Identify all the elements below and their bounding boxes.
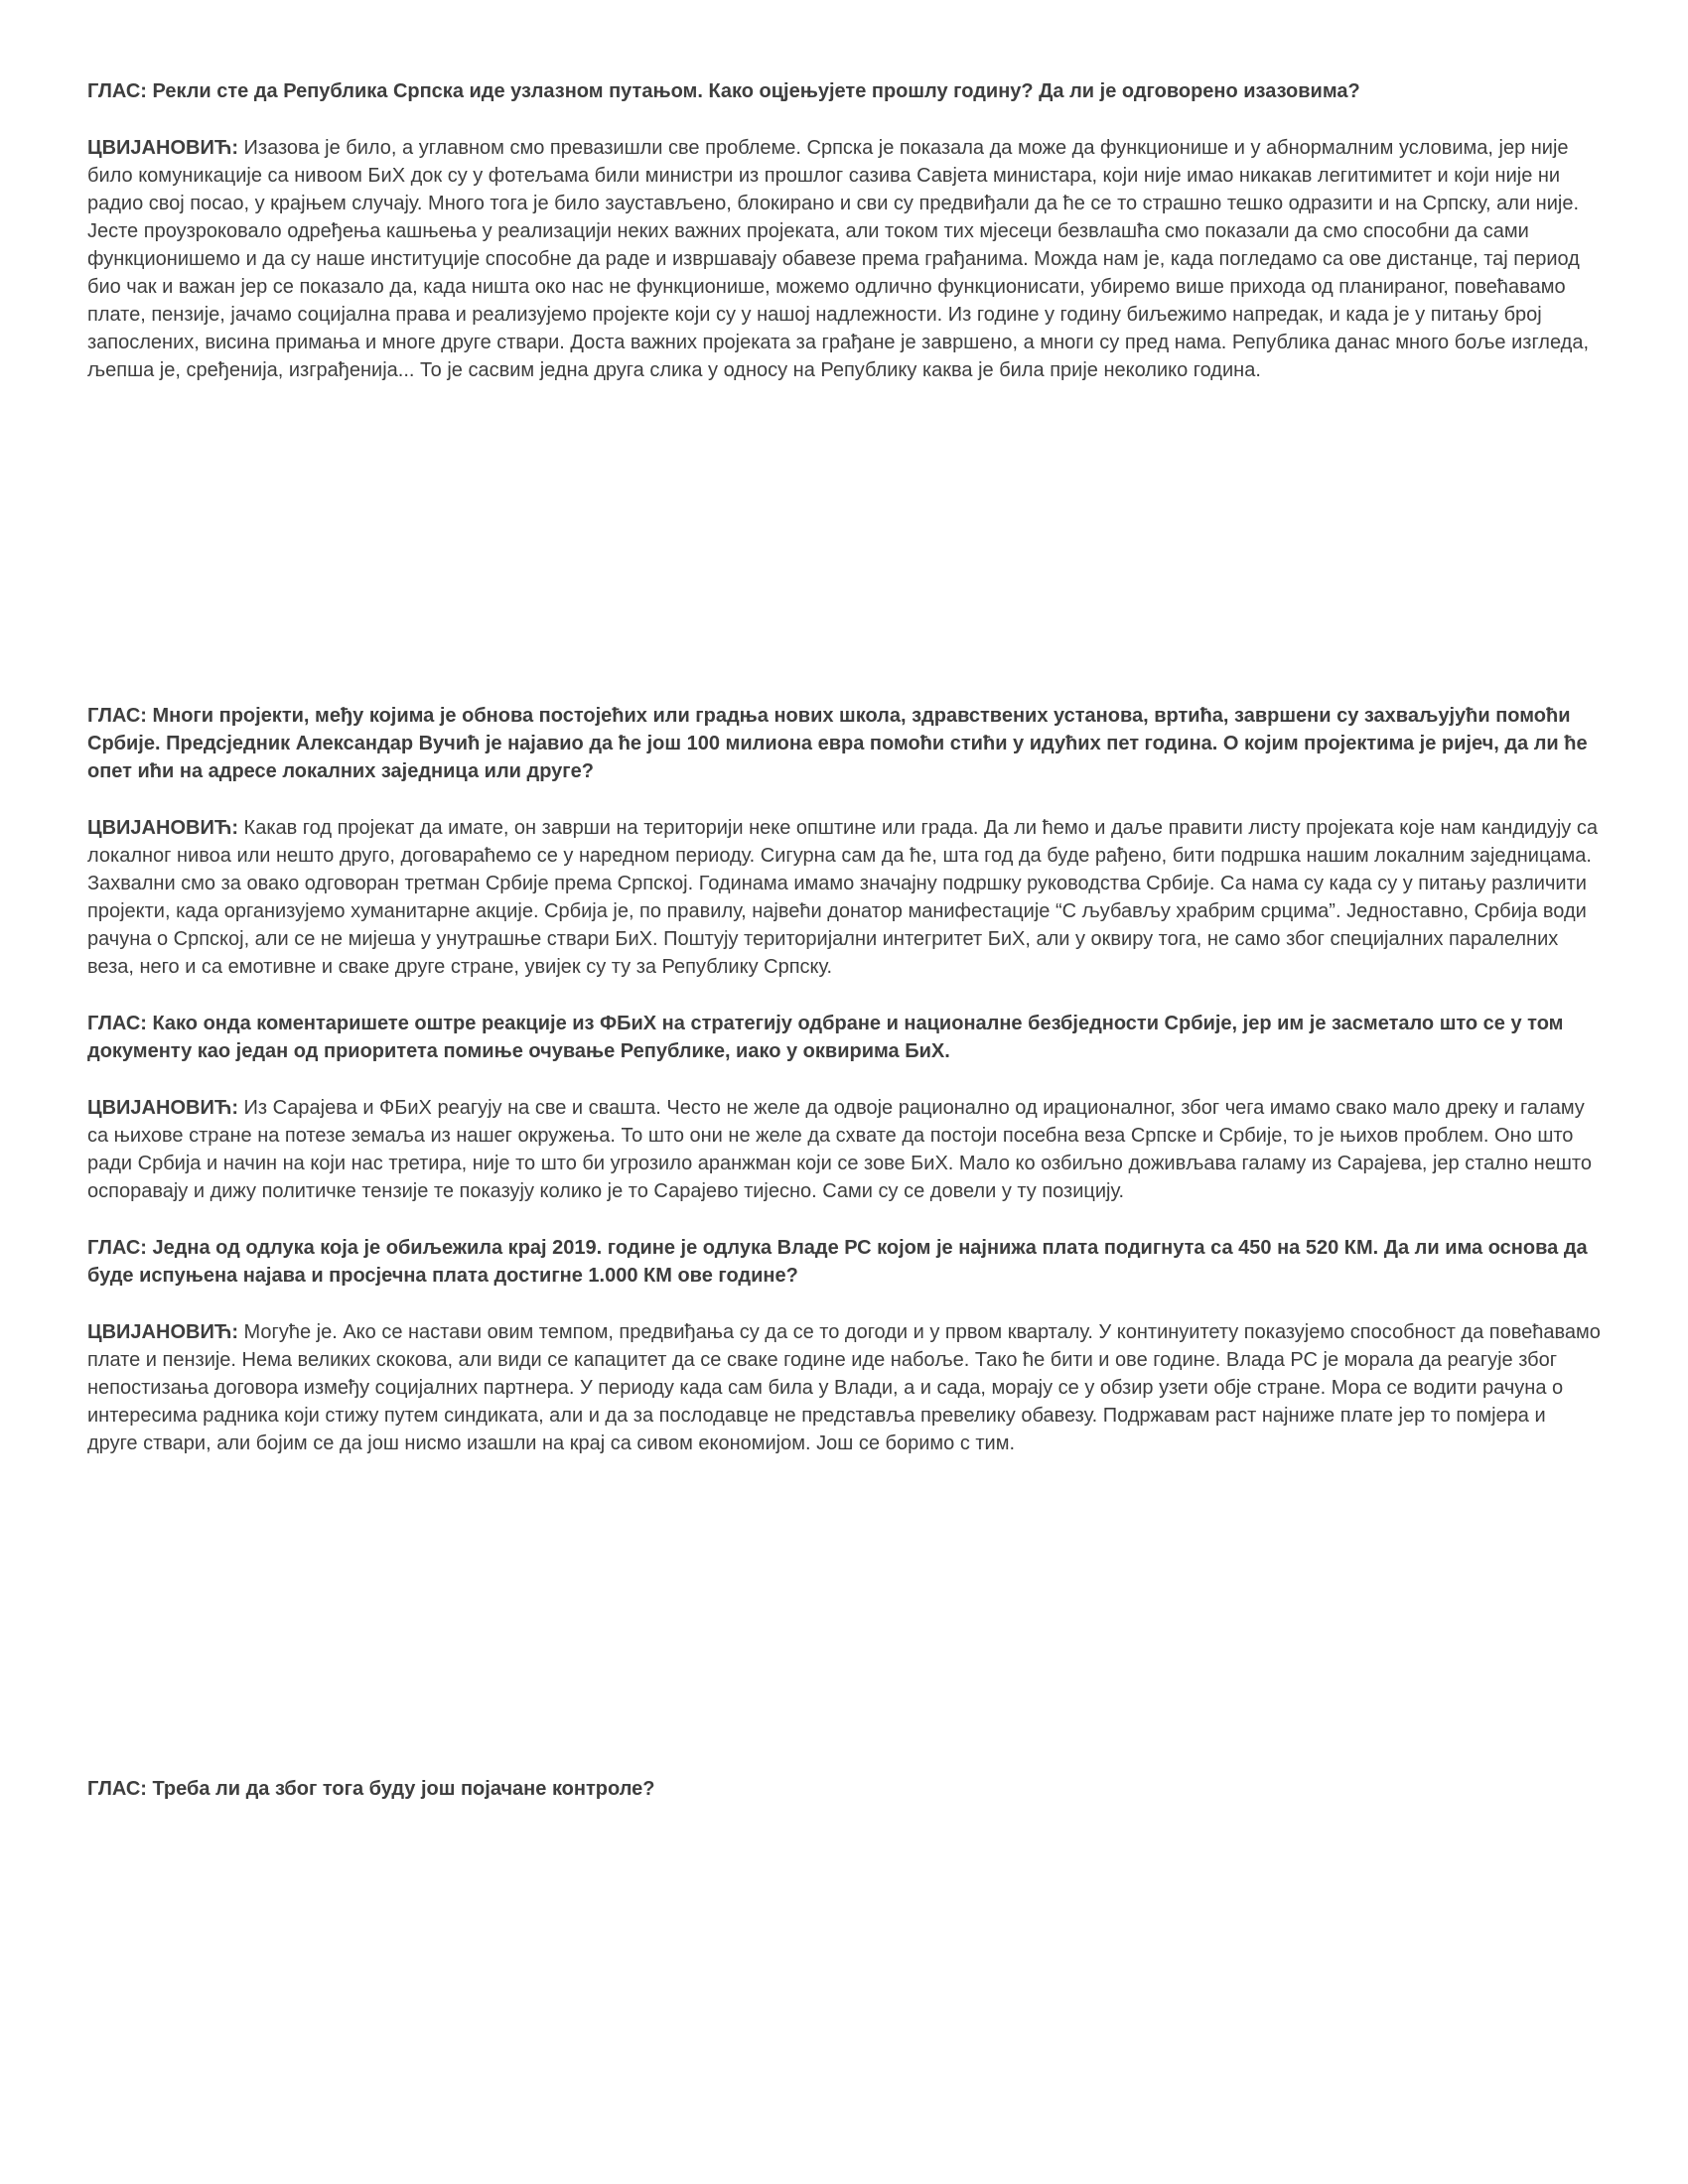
speaker-label: ГЛАС: — [87, 705, 147, 727]
speaker-label: ЦВИЈАНОВИЋ: — [87, 137, 238, 159]
block-text: Из Сарајева и ФБиХ реагују на све и свашта. Често не желе да одвоје рационално од ирационалног, због чега имамо свако мало дреку и галаму са њихове стране на потезе земаља из нашег окружења. То што они не желе да схвате да постоји посебна веза Српске и Србије, то је њихов проблем. Оно што ради Србија и начин на који нас третира, није то што би угрозило аранжман који се зове БиХ. Мало ко озбиљно доживљава галаму из Сарајева, јер стално нешто оспоравају и дижу политичке тензије те показују колико је то Сарајево тијесно. Сами су се довели у ту позицију. — [87, 1097, 1592, 1202]
interview-question — [87, 702, 1601, 785]
interview-answer — [87, 814, 1601, 981]
block-text: Треба ли да због тога буду још појачане контроле? — [146, 1778, 655, 1800]
interview-question — [87, 1010, 1601, 1065]
interview-answer — [87, 1094, 1601, 1205]
block-text: Какав год пројекат да имате, он заврши на територији неке општине или града. Да ли ћемо и даље правити листу пројеката које нам кандидују са локалног нивоа или нешто друго, договараћемо се у наредном периоду. Сигурна сам да ће, шта год да буде рађено, бити подршка нашим локалним заједницама. Захвални смо за овако одговоран третман Србије према Српској. Годинама имамо значајну подршку руководства Србије. Са нама су када су у питању различити пројекти, када организујемо хуманитарне акције. Србија је, по правилу, највећи донатор манифестације “С љубављу храбрим срцима”. Једноставно, Србија води рачуна о Српској, али се не мијеша у унутрашње ствари БиХ. Поштују територијални интегритет БиХ, али у оквиру тога, не само због специјалних паралелних веза, него и са емотивне и сваке друге стране, увијек су ту за Републику Српску. — [87, 817, 1598, 978]
interview-question — [87, 1775, 1601, 1803]
interview-question — [87, 1234, 1601, 1290]
block-text: Рекли сте да Република Српска иде узлазном путањом. Како оцјењујете прошлу годину? Да ли је одговорено изазовима? — [146, 80, 1360, 102]
interview-answer — [87, 134, 1601, 384]
block-text: Како онда коментаришете оштре реакције из ФБиХ на стратегију одбране и националне безбједности Србије, јер им је засметало што се у том документу као један од приоритета помиње очување Републике, иако у оквирима БиХ. — [87, 1013, 1564, 1062]
speaker-label: ГЛАС: — [87, 1237, 147, 1259]
block-text: Изазова је било, а углавном смо превазишли све проблеме. Српска је показала да може да функционише и у абнормалним условима, јер није било комуникације са нивоом БиХ док су у фотељама били министри из прошлог сазива Савјета министара, који није имао никакав легитимитет и који није ни радио свој посао, у крајњем случају. Много тога је било заустављено, блокирано и сви су предвиђали да ће се то страшно тешко одразити и на Српску, али није. Јесте проузроковало одређења кашњења у реализацији неких важних пројеката, али током тих мјесеци безвлашћа смо показали да смо способни да сами функционишемо и да су наше институције способне да раде и извршавају обавезе према грађанима. Можда нам је, када погледамо са ове дистанце, тај период био чак и важан јер се показало да, када ништа око нас не функционише, можемо одлично функционисати, убиремо више прихода од планираног, повећавамо плате, пензије, јачамо социјална права и реализујемо пројекте који су у нашој надлежности. Из године у годину биљежимо напредак, и када је у питању број запослених, висина примања и многе друге ствари. Доста важних пројеката за грађане је завршено, а многи су пред нама. Република данас много боље изгледа, љепша је, сређенија, изграђенија... То је сасвим једна друга слика у односу на Републику каква је била прије неколико година. — [87, 137, 1590, 381]
speaker-label: ЦВИЈАНОВИЋ: — [87, 1097, 238, 1119]
block-text: Многи пројекти, међу којима је обнова постојећих или градња нових школа, здравствених установа, вртића, завршени су захваљујући помоћи Србије. Предсједник Александар Вучић је најавио да ће још 100 милиона евра помоћи стићи у идућих пет година. О којим пројектима је ријеч, да ли ће опет ићи на адресе локалних заједница или друге? — [87, 705, 1588, 782]
speaker-label: ЦВИЈАНОВИЋ: — [87, 1321, 238, 1343]
interview-question — [87, 77, 1601, 105]
speaker-label: ГЛАС: — [87, 80, 147, 102]
speaker-label: ГЛАС: — [87, 1778, 147, 1800]
speaker-label: ГЛАС: — [87, 1013, 147, 1034]
speaker-label: ЦВИЈАНОВИЋ: — [87, 817, 238, 839]
interview-answer — [87, 1318, 1601, 1457]
block-text: Једна од одлука која је обиљежила крај 2019. године је одлука Владе РС којом је најнижа плата подигнута са 450 на 520 КМ. Да ли има основа да буде испуњена најава и просјечна плата достигне 1.000 КМ ове године? — [87, 1237, 1588, 1287]
block-text: Могуће је. Ако се настави овим темпом, предвиђања су да се то догоди и у првом кварталу. У континуитету показујемо способност да повећавамо плате и пензије. Нема великих скокова, али види се капацитет да се сваке године иде набоље. Тако ће бити и ове године. Влада РС је морала да реагује због непостизања договора између социјалних партнера. У периоду када сам била у Влади, а и сада, морају се у обзир узети обје стране. Мора се водити рачуна о интересима радника који стижу путем синдиката, али и да за послодавце не представља превелику обавезу. Подржавам раст најниже плате јер то помјера и друге ствари, али бојим се да још нисмо изашли на крај са сивом економијом. Још се боримо с тим. — [87, 1321, 1601, 1454]
